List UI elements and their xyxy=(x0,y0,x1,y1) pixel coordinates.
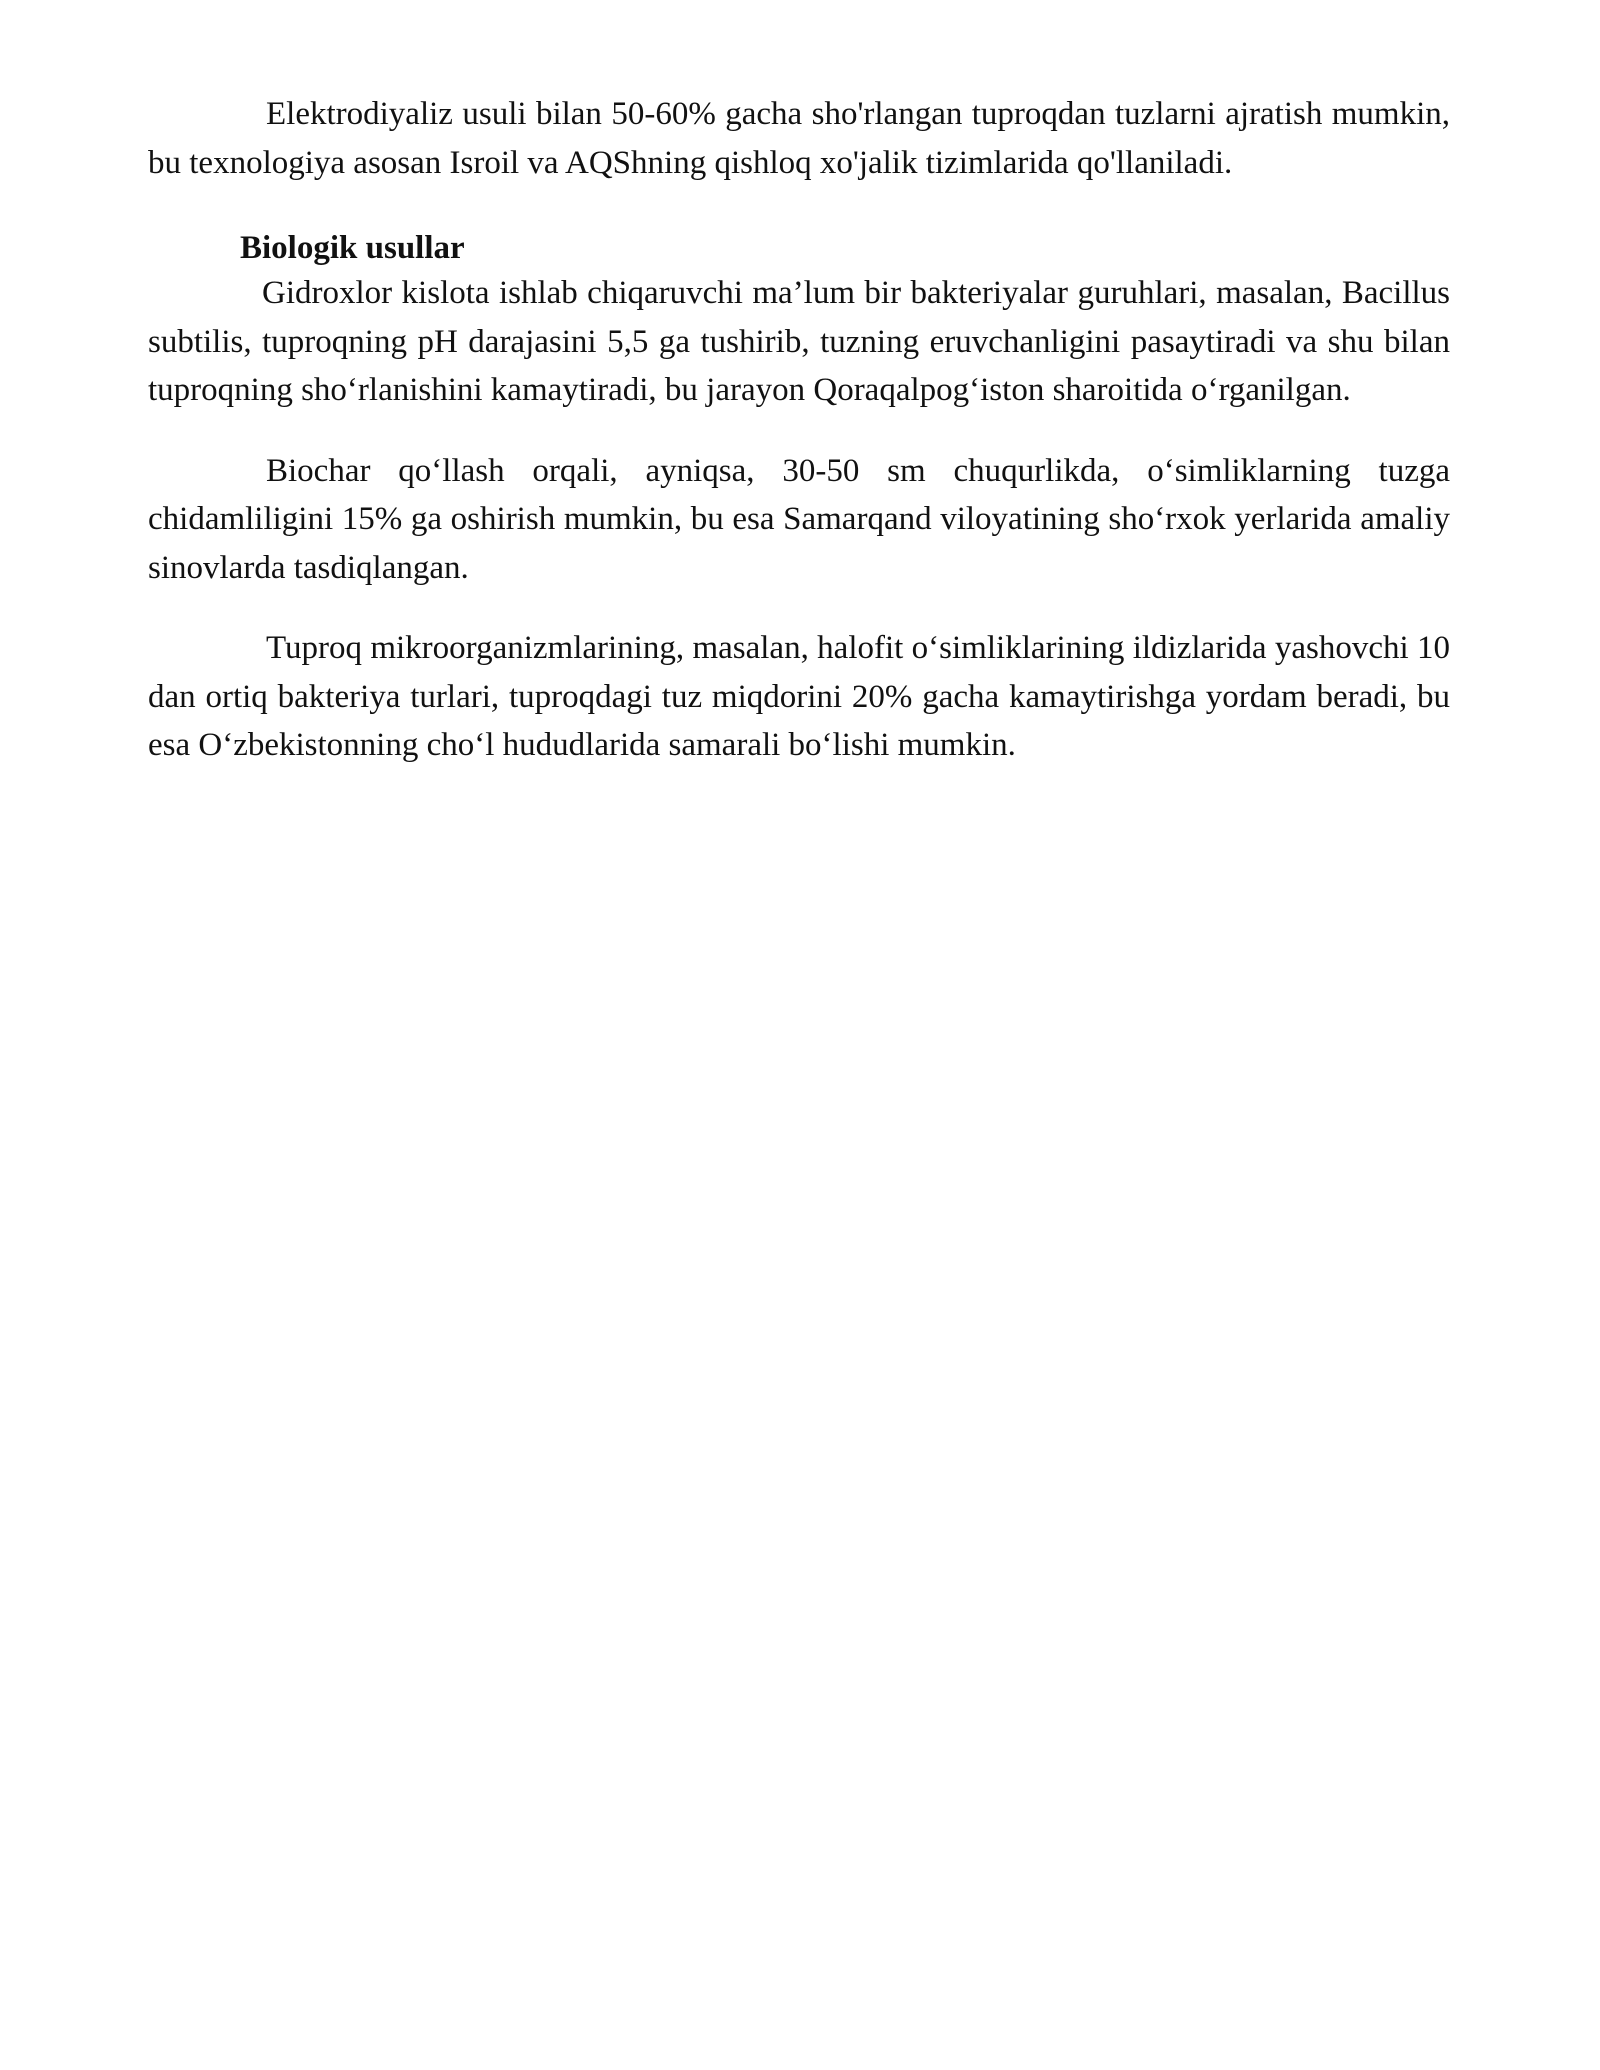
paragraph-electrodialysis: Elektrodiyaliz usuli bilan 50-60% gacha sho'rlangan tuproqdan tuzlarni ajratish mumkin, bu texnologiya asosan Isroil va AQShning qishloq xo'jalik tizimlarida qo'llaniladi. xyxy=(148,96,1450,181)
paragraph-biochar: Biochar qo‘llash orqali, ayniqsa, 30-50 sm chuqurlikda, o‘simliklarning tuzga chidamliligini 15% ga oshirish mumkin, bu esa Samarqand viloyatining sho‘rxok yerlarida amaliy sinovlarda tasdiqlangan. xyxy=(148,452,1450,586)
paragraph-microorganisms: Tuproq mikroorganizmlarining, masalan, halofit o‘simliklarining ildizlarida yashovchi 10 dan ortiq bakteriya turlari, tuproqdagi tuz miqdorini 20% gacha kamaytirishga yordam beradi, bu esa O‘zbekistonning cho‘l hududlarida samarali bo‘lishi mumkin. xyxy=(148,630,1450,763)
section-heading-biological-methods: Biologik usullar xyxy=(240,230,465,266)
document-body xyxy=(148,90,1450,770)
paragraph-bacteria: Gidroxlor kislota ishlab chiqaruvchi ma’lum bir bakteriyalar guruhlari, masalan, Bacillus subtilis, tuproqning pH darajasini 5,5 ga tushirib, tuzning eruvchanligini pasaytiradi va shu bilan tuproqning sho‘rlanishini kamaytiradi, bu jarayon Qoraqalpog‘iston sharoitida o‘rganilgan. xyxy=(148,275,1450,408)
